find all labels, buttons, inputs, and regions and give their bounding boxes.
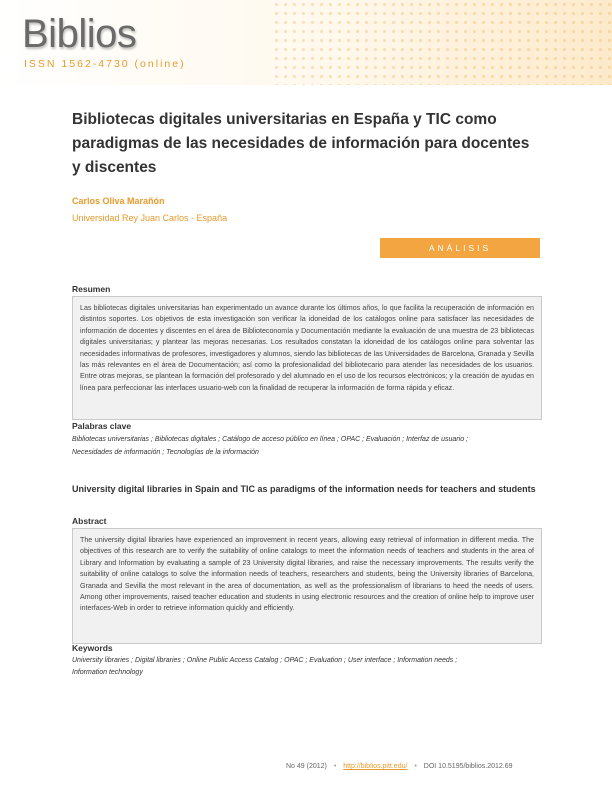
- article-author: Carlos Oliva Marañón: [72, 196, 165, 206]
- footer-separator: •: [333, 763, 337, 770]
- resumen-text: Las bibliotecas digitales universitarias han experimentado un avance durante los últimos años, lo que facilita la recuperación de información en distintos soportes. Los objetivos de esta investigación son verificar la idoneidad de los catálogos online para satisfacer las necesidades de información de docentes y discentes en el área de Biblioteconomía y Documentación mediante la evaluación de una muestra de 23 bibliotecas digitales universitarias; y plantear las mejoras necesarias. Los resultados constatan la idoneidad de los catálogos online para solventar las necesidades informativas de profesores, investigadores y alumnos, siendo las bibliotecas de las Universidades de Barcelona, Granada y Sevilla las más relevantes en el área de Documentación; así como la profesionalidad del bibliotecario para atender las necesidades de los usuarios. Entre otras mejoras, se plantean la formación del profesorado y del alumnado en el uso de los recursos electrónicos; y la creación de ayudas en línea para perfeccionar las interfaces usuario-web con la finalidad de recuperar la información de forma rápida y eficaz.: [80, 304, 534, 392]
- palabras-heading: Palabras clave: [72, 421, 132, 431]
- english-title: University digital libraries in Spain and TIC as paradigms of the information needs for teachers and students: [72, 484, 536, 494]
- article-title: Bibliotecas digitales universitarias en España y TIC como paradigmas de las necesidades de información para docentes y discentes: [72, 111, 530, 176]
- abstract-box: [72, 528, 542, 644]
- article-affiliation: Universidad Rey Juan Carlos - España: [72, 213, 228, 223]
- page-footer: [286, 763, 513, 770]
- keywords-line-2: Information technology: [72, 669, 143, 676]
- journal-logo: Biblios: [22, 12, 137, 56]
- abstract-heading: Abstract: [72, 516, 107, 526]
- dot-pattern: [272, 0, 612, 85]
- keywords-line-1: University libraries ; Digital libraries ; Online Public Access Catalog ; OPAC ; Evaluation ; User interface ; Information needs ;: [72, 657, 458, 664]
- header-band: [0, 0, 612, 85]
- keywords-heading: Keywords: [72, 643, 113, 653]
- section-badge: ANÁLISIS: [380, 238, 540, 258]
- footer-issue: No 49 (2012): [286, 763, 327, 770]
- resumen-heading: Resumen: [72, 284, 111, 294]
- journal-issn: ISSN 1562-4730 (online): [24, 58, 186, 70]
- palabras-line-1: Bibliotecas universitarias ; Bibliotecas digitales ; Catálogo de acceso público en línea ; OPAC ; Evaluación ; Interfaz de usuario ;: [72, 436, 468, 443]
- footer-url-link[interactable]: http://biblios.pitt.edu/: [343, 763, 408, 770]
- resumen-box: [72, 296, 542, 420]
- abstract-text: The university digital libraries have experienced an improvement in recent years, allowing easy retrieval of information in different media. The objectives of this research are to verify the suitability of online catalogs to meet the information needs of teachers and students in the area of Library and Information by evaluating a sample of 23 University digital libraries, and raise the necessary improvements. The results verify the suitability of online catalogs to solve the information needs of teachers, researchers and students, being the University libraries of Barcelona, Granada and Sevilla the most relevant in the area of documentation, as well as the professionalism of librarians to heed the needs of users. Among other improvements, raised teacher education and students in using electronic resources and the creation of online help to improve user interfaces-Web in order to retrieve information quickly and efficiently.: [80, 536, 534, 613]
- palabras-line-2: Necesidades de información ; Tecnologías de la información: [72, 449, 259, 456]
- footer-doi: DOI 10.5195/biblios.2012.69: [423, 763, 513, 770]
- footer-separator: •: [414, 763, 417, 770]
